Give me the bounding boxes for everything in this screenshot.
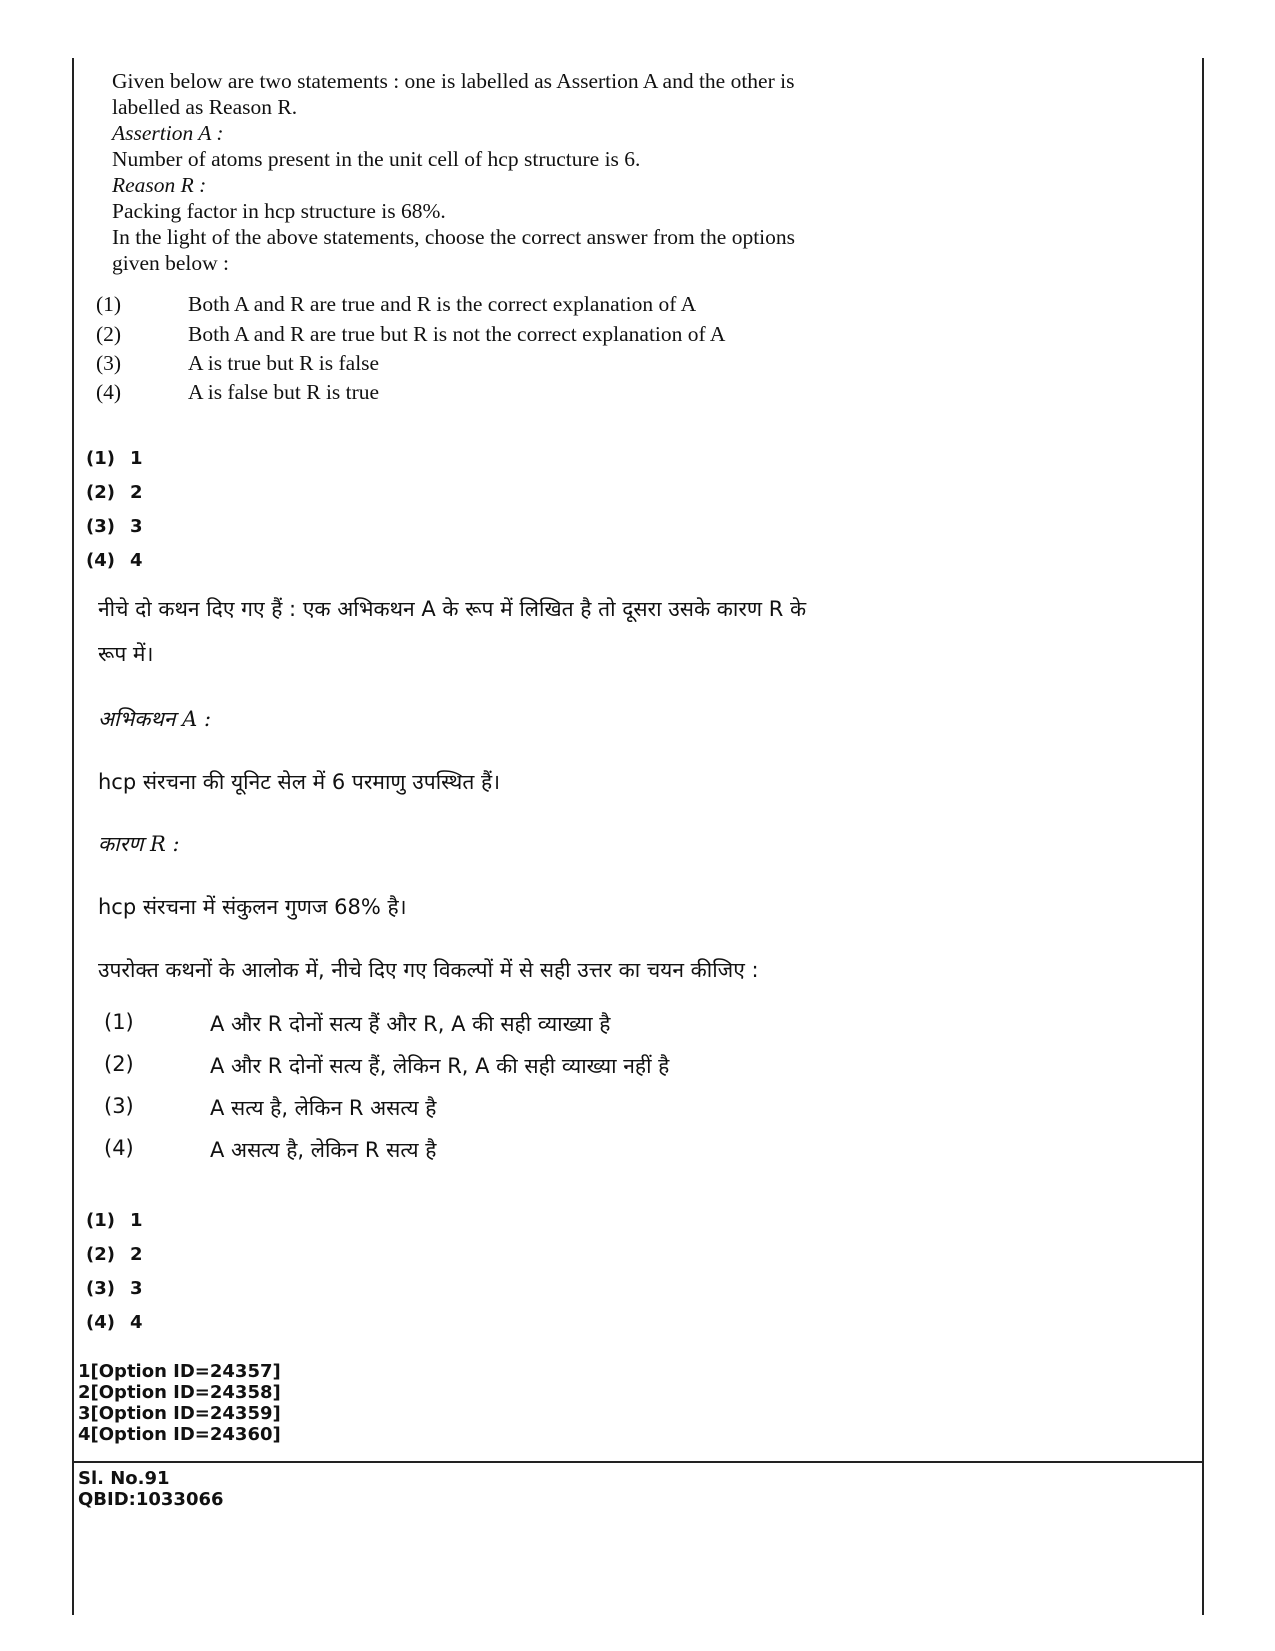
option-number: (4) <box>96 380 122 404</box>
answer-choice[interactable] <box>86 1278 143 1299</box>
answer-choice[interactable] <box>86 1210 143 1231</box>
reason-text: Packing factor in hcp structure is 68%. <box>112 199 446 223</box>
option-id: 1[Option ID=24357] <box>78 1361 281 1382</box>
answer-value: 2 <box>130 482 143 503</box>
hindi-intro-line-1: नीचे दो कथन दिए गए हैं : एक अभिकथन A के रूप में लिखित है तो दूसरा उसके कारण R के <box>98 597 807 621</box>
answer-number: (4) <box>86 1312 115 1333</box>
option-id: 2[Option ID=24358] <box>78 1382 281 1403</box>
answer-choice[interactable] <box>86 1312 143 1333</box>
option-text: A is true but R is false <box>188 351 380 375</box>
option-text: A असत्य है, लेकिन R सत्य है <box>210 1138 437 1162</box>
option-number: (2) <box>96 322 122 346</box>
hindi-assertion-label: अभिकथन A : <box>98 707 212 731</box>
option-number: (3) <box>104 1094 134 1118</box>
answer-value: 1 <box>130 448 143 469</box>
hindi-intro-line-2: रूप में। <box>98 642 154 666</box>
option-number: (3) <box>96 351 122 375</box>
answer-number: (1) <box>86 1210 115 1231</box>
next-question-header <box>78 1468 224 1510</box>
hindi-reason-label: कारण R : <box>98 832 180 856</box>
hindi-reason-text: hcp संरचना में संकुलन गुणज 68% है। <box>98 895 407 919</box>
hindi-instruction: उपरोक्त कथनों के आलोक में, नीचे दिए गए विकल्पों में से सही उत्तर का चयन कीजिए : <box>98 958 759 982</box>
option-id: 3[Option ID=24359] <box>78 1403 281 1424</box>
answer-number: (2) <box>86 482 115 503</box>
assertion-text: Number of atoms present in the unit cell of hcp structure is 6. <box>112 147 641 171</box>
answer-number: (2) <box>86 1244 115 1265</box>
option-text: Both A and R are true and R is the correct explanation of A <box>188 292 697 316</box>
answer-value: 2 <box>130 1244 143 1265</box>
qbid: QBID:1033066 <box>78 1489 224 1510</box>
option-text: A सत्य है, लेकिन R असत्य है <box>210 1096 437 1120</box>
answer-value: 3 <box>130 1278 143 1299</box>
answer-number: (4) <box>86 550 115 571</box>
option-number: (2) <box>104 1052 134 1076</box>
option-text: A और R दोनों सत्य हैं और R, A की सही व्याख्या है <box>210 1012 611 1036</box>
answer-number: (3) <box>86 516 115 537</box>
answer-number: (3) <box>86 1278 115 1299</box>
answer-choice[interactable] <box>86 516 143 537</box>
answer-choice[interactable] <box>86 448 143 469</box>
option-text: A और R दोनों सत्य हैं, लेकिन R, A की सही व्याख्या नहीं है <box>210 1054 670 1078</box>
answer-choice[interactable] <box>86 482 143 503</box>
separator-line <box>72 1461 1204 1463</box>
intro-line-2: labelled as Reason R. <box>112 95 298 119</box>
assertion-label: Assertion A : <box>112 121 224 145</box>
right-border <box>1202 58 1204 1615</box>
option-id-list <box>78 1361 281 1445</box>
english-question <box>112 68 872 276</box>
serial-number: Sl. No.91 <box>78 1468 170 1489</box>
answer-value: 3 <box>130 516 143 537</box>
option-number: (4) <box>104 1136 134 1160</box>
answer-value: 4 <box>130 550 143 571</box>
instruction-line-1: In the light of the above statements, choose the correct answer from the options <box>112 225 796 249</box>
answer-value: 1 <box>130 1210 143 1231</box>
option-number: (1) <box>96 292 122 316</box>
option-number: (1) <box>104 1010 134 1034</box>
answer-value: 4 <box>130 1312 143 1333</box>
reason-label: Reason R : <box>112 173 207 197</box>
option-text: Both A and R are true but R is not the correct explanation of A <box>188 322 726 346</box>
instruction-line-2: given below : <box>112 251 230 275</box>
intro-line-1: Given below are two statements : one is labelled as Assertion A and the other is <box>112 69 795 93</box>
hindi-assertion-text: hcp संरचना की यूनिट सेल में 6 परमाणु उपस्थित हैं। <box>98 770 501 794</box>
option-text: A is false but R is true <box>188 380 380 404</box>
answer-choice[interactable] <box>86 550 143 571</box>
answer-choice[interactable] <box>86 1244 143 1265</box>
answer-number: (1) <box>86 448 115 469</box>
option-id: 4[Option ID=24360] <box>78 1424 281 1445</box>
left-border <box>72 58 74 1615</box>
